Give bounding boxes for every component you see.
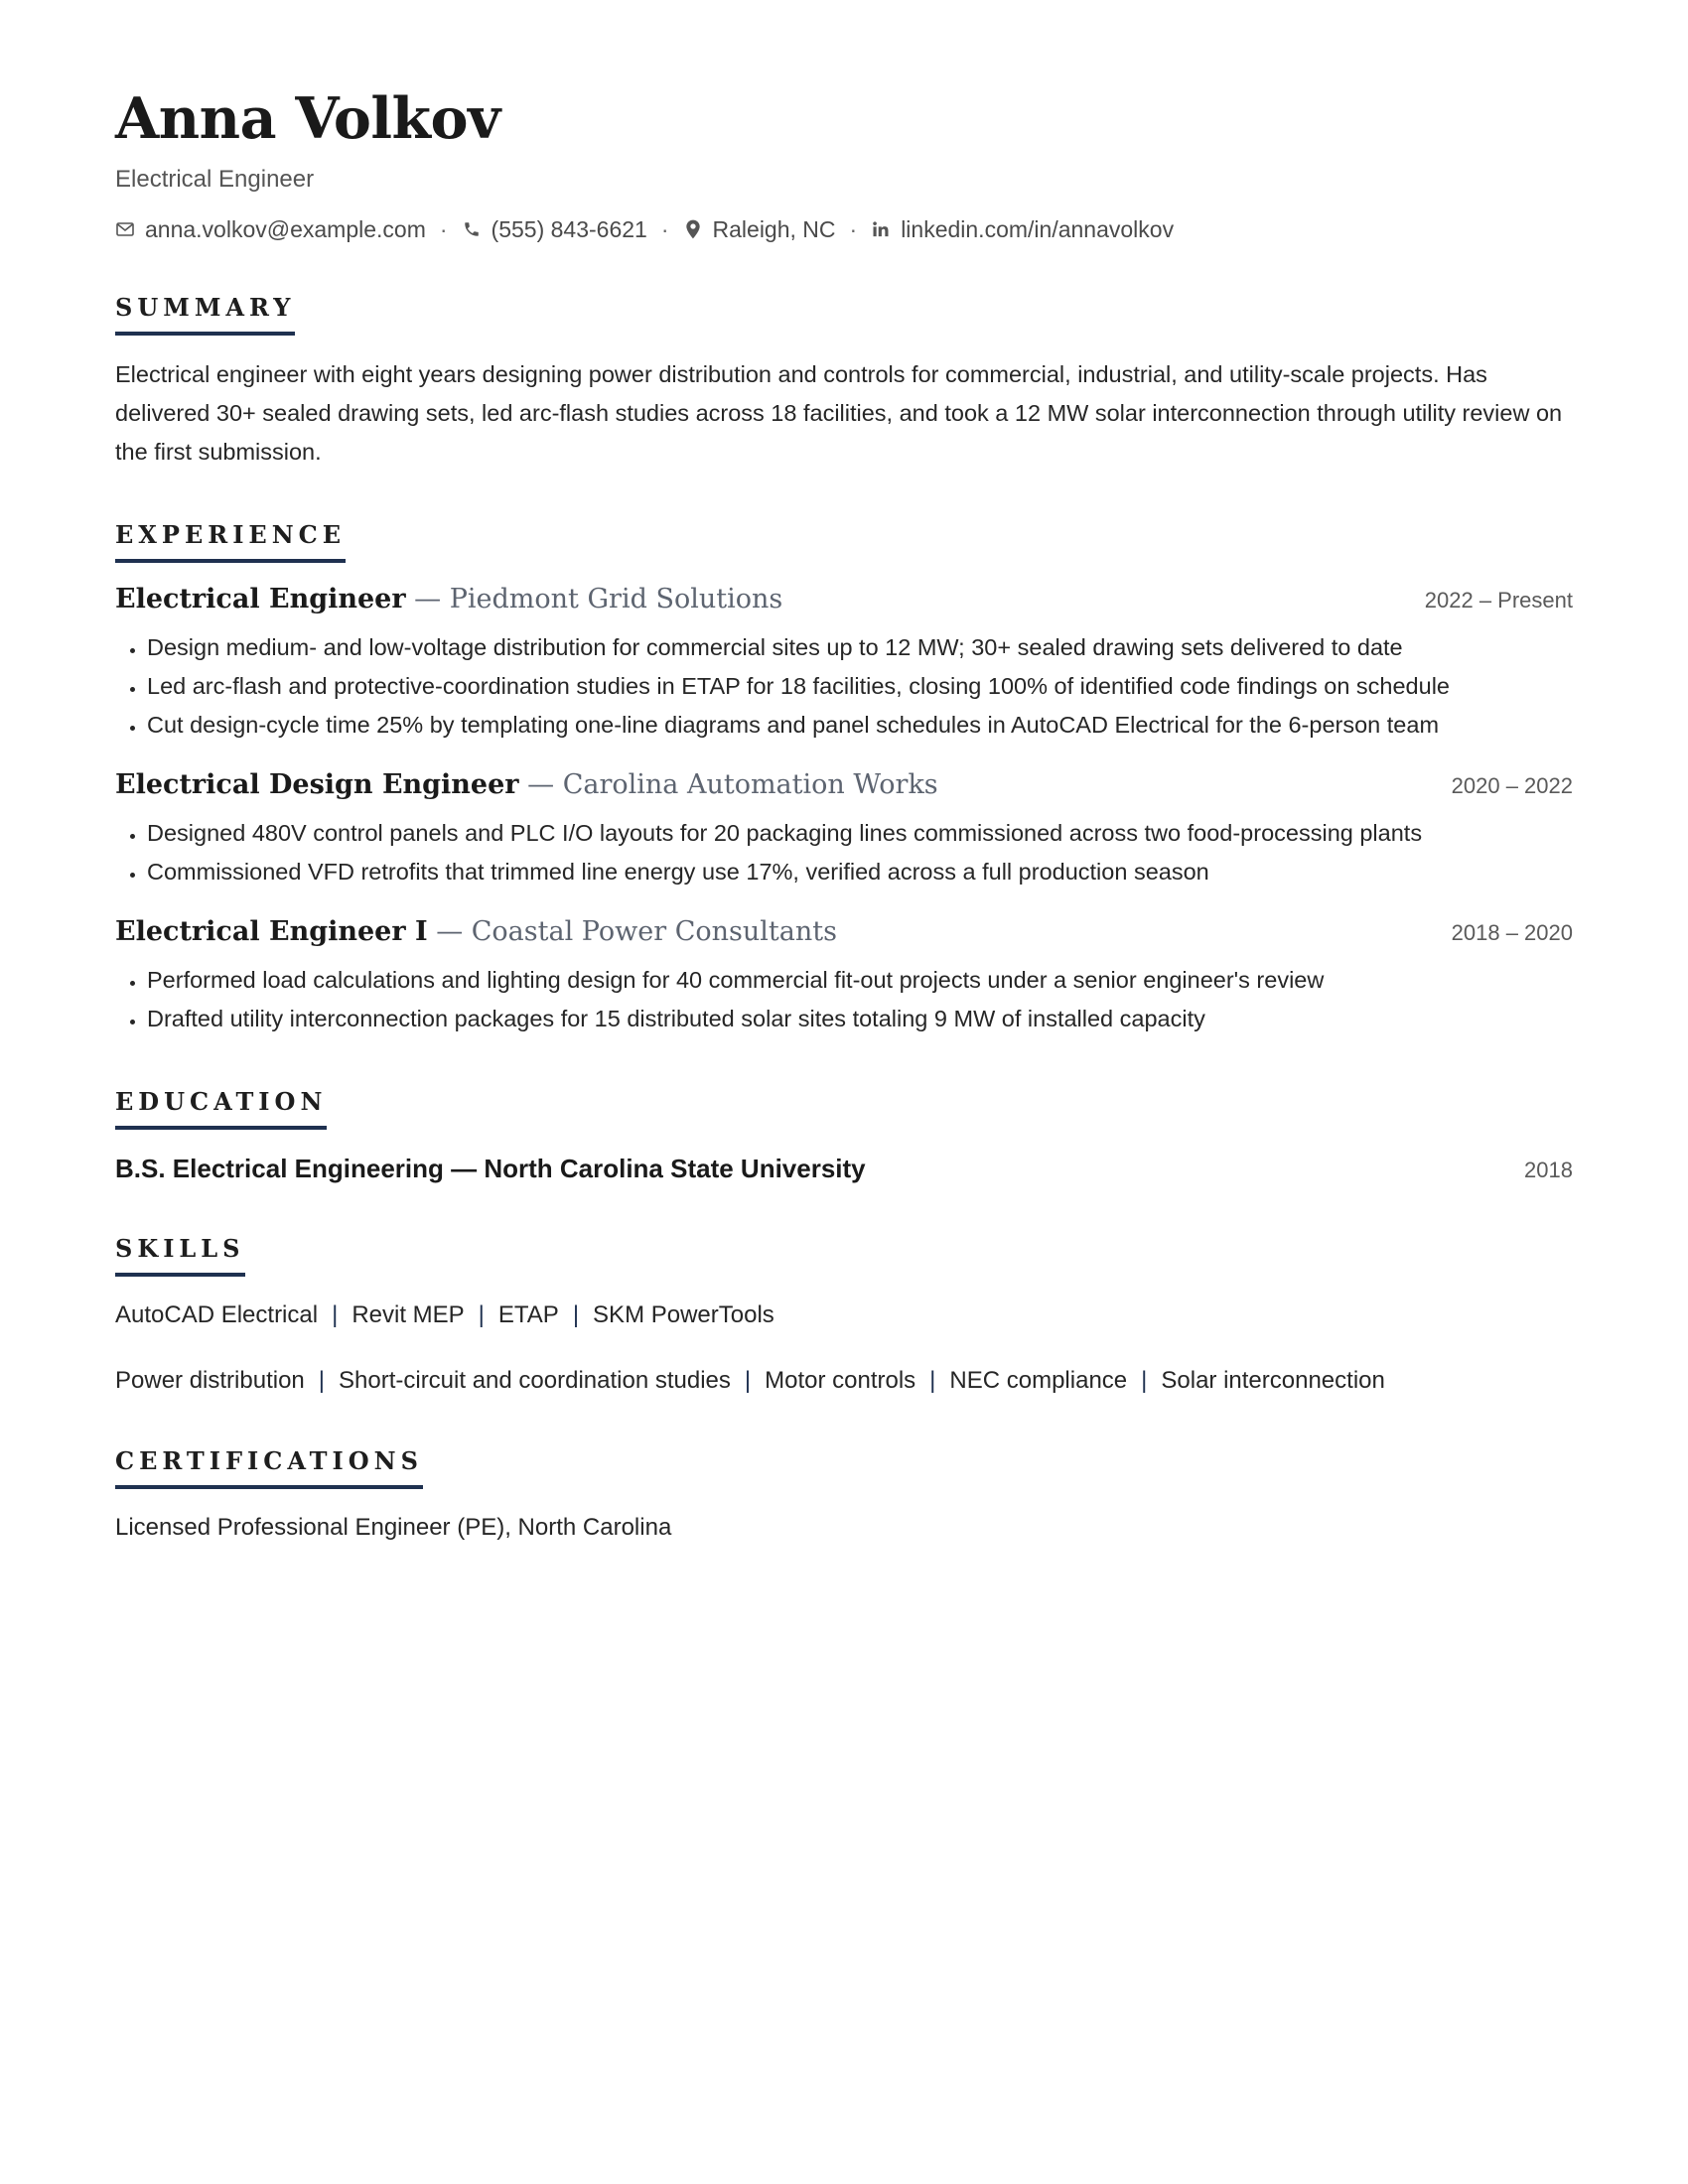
skill-separator: | — [744, 1367, 752, 1394]
job-entry — [115, 915, 1573, 1038]
skill-separator: | — [478, 1301, 485, 1328]
contact-separator: · — [660, 216, 669, 242]
job-bullet: • Led arc-flash and protective-coordination studies in ETAP for 18 facilities, closing 100% of identified code findings on schedule — [147, 667, 1573, 706]
skill-separator: | — [929, 1367, 936, 1394]
job-entry — [115, 583, 1573, 745]
skills-section — [115, 1235, 1573, 1398]
job-company: — Piedmont Grid Solutions — [414, 584, 783, 614]
contact-linkedin[interactable] — [871, 214, 1174, 244]
skill-separator: | — [332, 1301, 339, 1328]
job-bullet: • Designed 480V control panels and PLC I/O layouts for 20 packaging lines commissioned across two food-processing plants — [147, 814, 1573, 853]
contact-phone[interactable] — [462, 214, 647, 244]
job-entry — [115, 768, 1573, 891]
skill-item: Short-circuit and coordination studies — [339, 1367, 731, 1394]
contact-bar — [115, 214, 1573, 244]
contact-location — [683, 214, 836, 244]
job-title: Electrical Engineer I — [115, 916, 428, 947]
mail-icon — [115, 219, 135, 239]
job-header — [115, 915, 1573, 949]
education-section — [115, 1088, 1573, 1185]
job-title-line — [115, 915, 837, 949]
job-title-line — [115, 768, 938, 802]
education-entry — [115, 1152, 1573, 1185]
job-bullet: • Drafted utility interconnection packages for 15 distributed solar sites totaling 9 MW of installed capacity — [147, 1000, 1573, 1038]
skill-separator: | — [318, 1367, 325, 1394]
certification-item: Licensed Professional Engineer (PE), North Carolina — [115, 1514, 672, 1541]
job-bullets — [115, 814, 1573, 891]
candidate-name: Anna Volkov — [115, 85, 500, 152]
contact-location-text: Raleigh, NC — [712, 216, 836, 242]
job-dates: 2020 – 2022 — [1451, 773, 1573, 798]
job-title: Electrical Engineer — [115, 584, 406, 614]
skills-tools-line — [115, 1298, 1573, 1332]
skill-item: ETAP — [497, 1301, 559, 1328]
contact-email-text: anna.volkov@example.com — [145, 216, 426, 242]
skill-separator: | — [1141, 1367, 1148, 1394]
job-bullet: • Performed load calculations and lighting design for 40 commercial fit-out projects under a senior engineer's review — [147, 961, 1573, 1000]
education-degree: B.S. Electrical Engineering — North Carolina State University — [115, 1154, 866, 1183]
education-year: 2018 — [1524, 1158, 1573, 1182]
contact-separator: · — [439, 216, 448, 242]
job-bullet: • Commissioned VFD retrofits that trimmed line energy use 17%, verified across a full production season — [147, 853, 1573, 891]
skill-item: Motor controls — [765, 1367, 916, 1394]
contact-email[interactable] — [115, 214, 426, 244]
section-title-skills: SKILLS — [115, 1235, 245, 1277]
job-header — [115, 583, 1573, 616]
location-pin-icon — [683, 219, 703, 239]
candidate-headline: Electrical Engineer — [115, 166, 315, 193]
job-bullets — [115, 628, 1573, 745]
contact-linkedin-text: linkedin.com/in/annavolkov — [901, 216, 1175, 242]
section-title-education: EDUCATION — [115, 1088, 327, 1130]
job-title: Electrical Design Engineer — [115, 769, 519, 800]
summary-text: Electrical engineer with eight years designing power distribution and controls for commercial, industrial, and utility-scale projects. Has delivered 30+ sealed drawing sets, led arc-flash studies across 18 facilities, and took a 12 MW solar interconnection through utility review on the first submission. — [115, 361, 1563, 465]
certifications-section — [115, 1447, 1573, 1545]
skill-item: AutoCAD Electrical — [115, 1301, 319, 1328]
contact-separator: · — [849, 216, 858, 242]
experience-section — [115, 521, 1573, 1038]
section-title-certifications: CERTIFICATIONS — [115, 1447, 423, 1489]
job-dates: 2022 – Present — [1424, 588, 1573, 613]
skill-item: SKM PowerTools — [593, 1301, 774, 1328]
job-bullet: • Design medium- and low-voltage distribution for commercial sites up to 12 MW; 30+ sealed drawing sets delivered to date — [147, 628, 1573, 667]
job-title-line — [115, 583, 782, 616]
job-company: — Coastal Power Consultants — [436, 916, 837, 947]
skill-item: NEC compliance — [949, 1367, 1128, 1394]
skill-separator: | — [572, 1301, 580, 1328]
skill-item: Revit MEP — [352, 1301, 465, 1328]
linkedin-icon — [871, 219, 891, 239]
job-dates: 2018 – 2020 — [1451, 920, 1573, 945]
job-bullets — [115, 961, 1573, 1038]
section-title-experience: EXPERIENCE — [115, 521, 346, 563]
section-title-summary: SUMMARY — [115, 294, 295, 336]
phone-icon — [462, 219, 482, 239]
job-bullet: • Cut design-cycle time 25% by templating one-line diagrams and panel schedules in AutoCAD Electrical for the 6-person team — [147, 706, 1573, 745]
job-header — [115, 768, 1573, 802]
skill-item: Power distribution — [115, 1367, 305, 1394]
skills-areas-line — [115, 1364, 1573, 1398]
skill-item: Solar interconnection — [1161, 1367, 1385, 1394]
summary-section — [115, 294, 1573, 472]
contact-phone-text: (555) 843-6621 — [491, 216, 647, 242]
job-company: — Carolina Automation Works — [527, 769, 938, 800]
